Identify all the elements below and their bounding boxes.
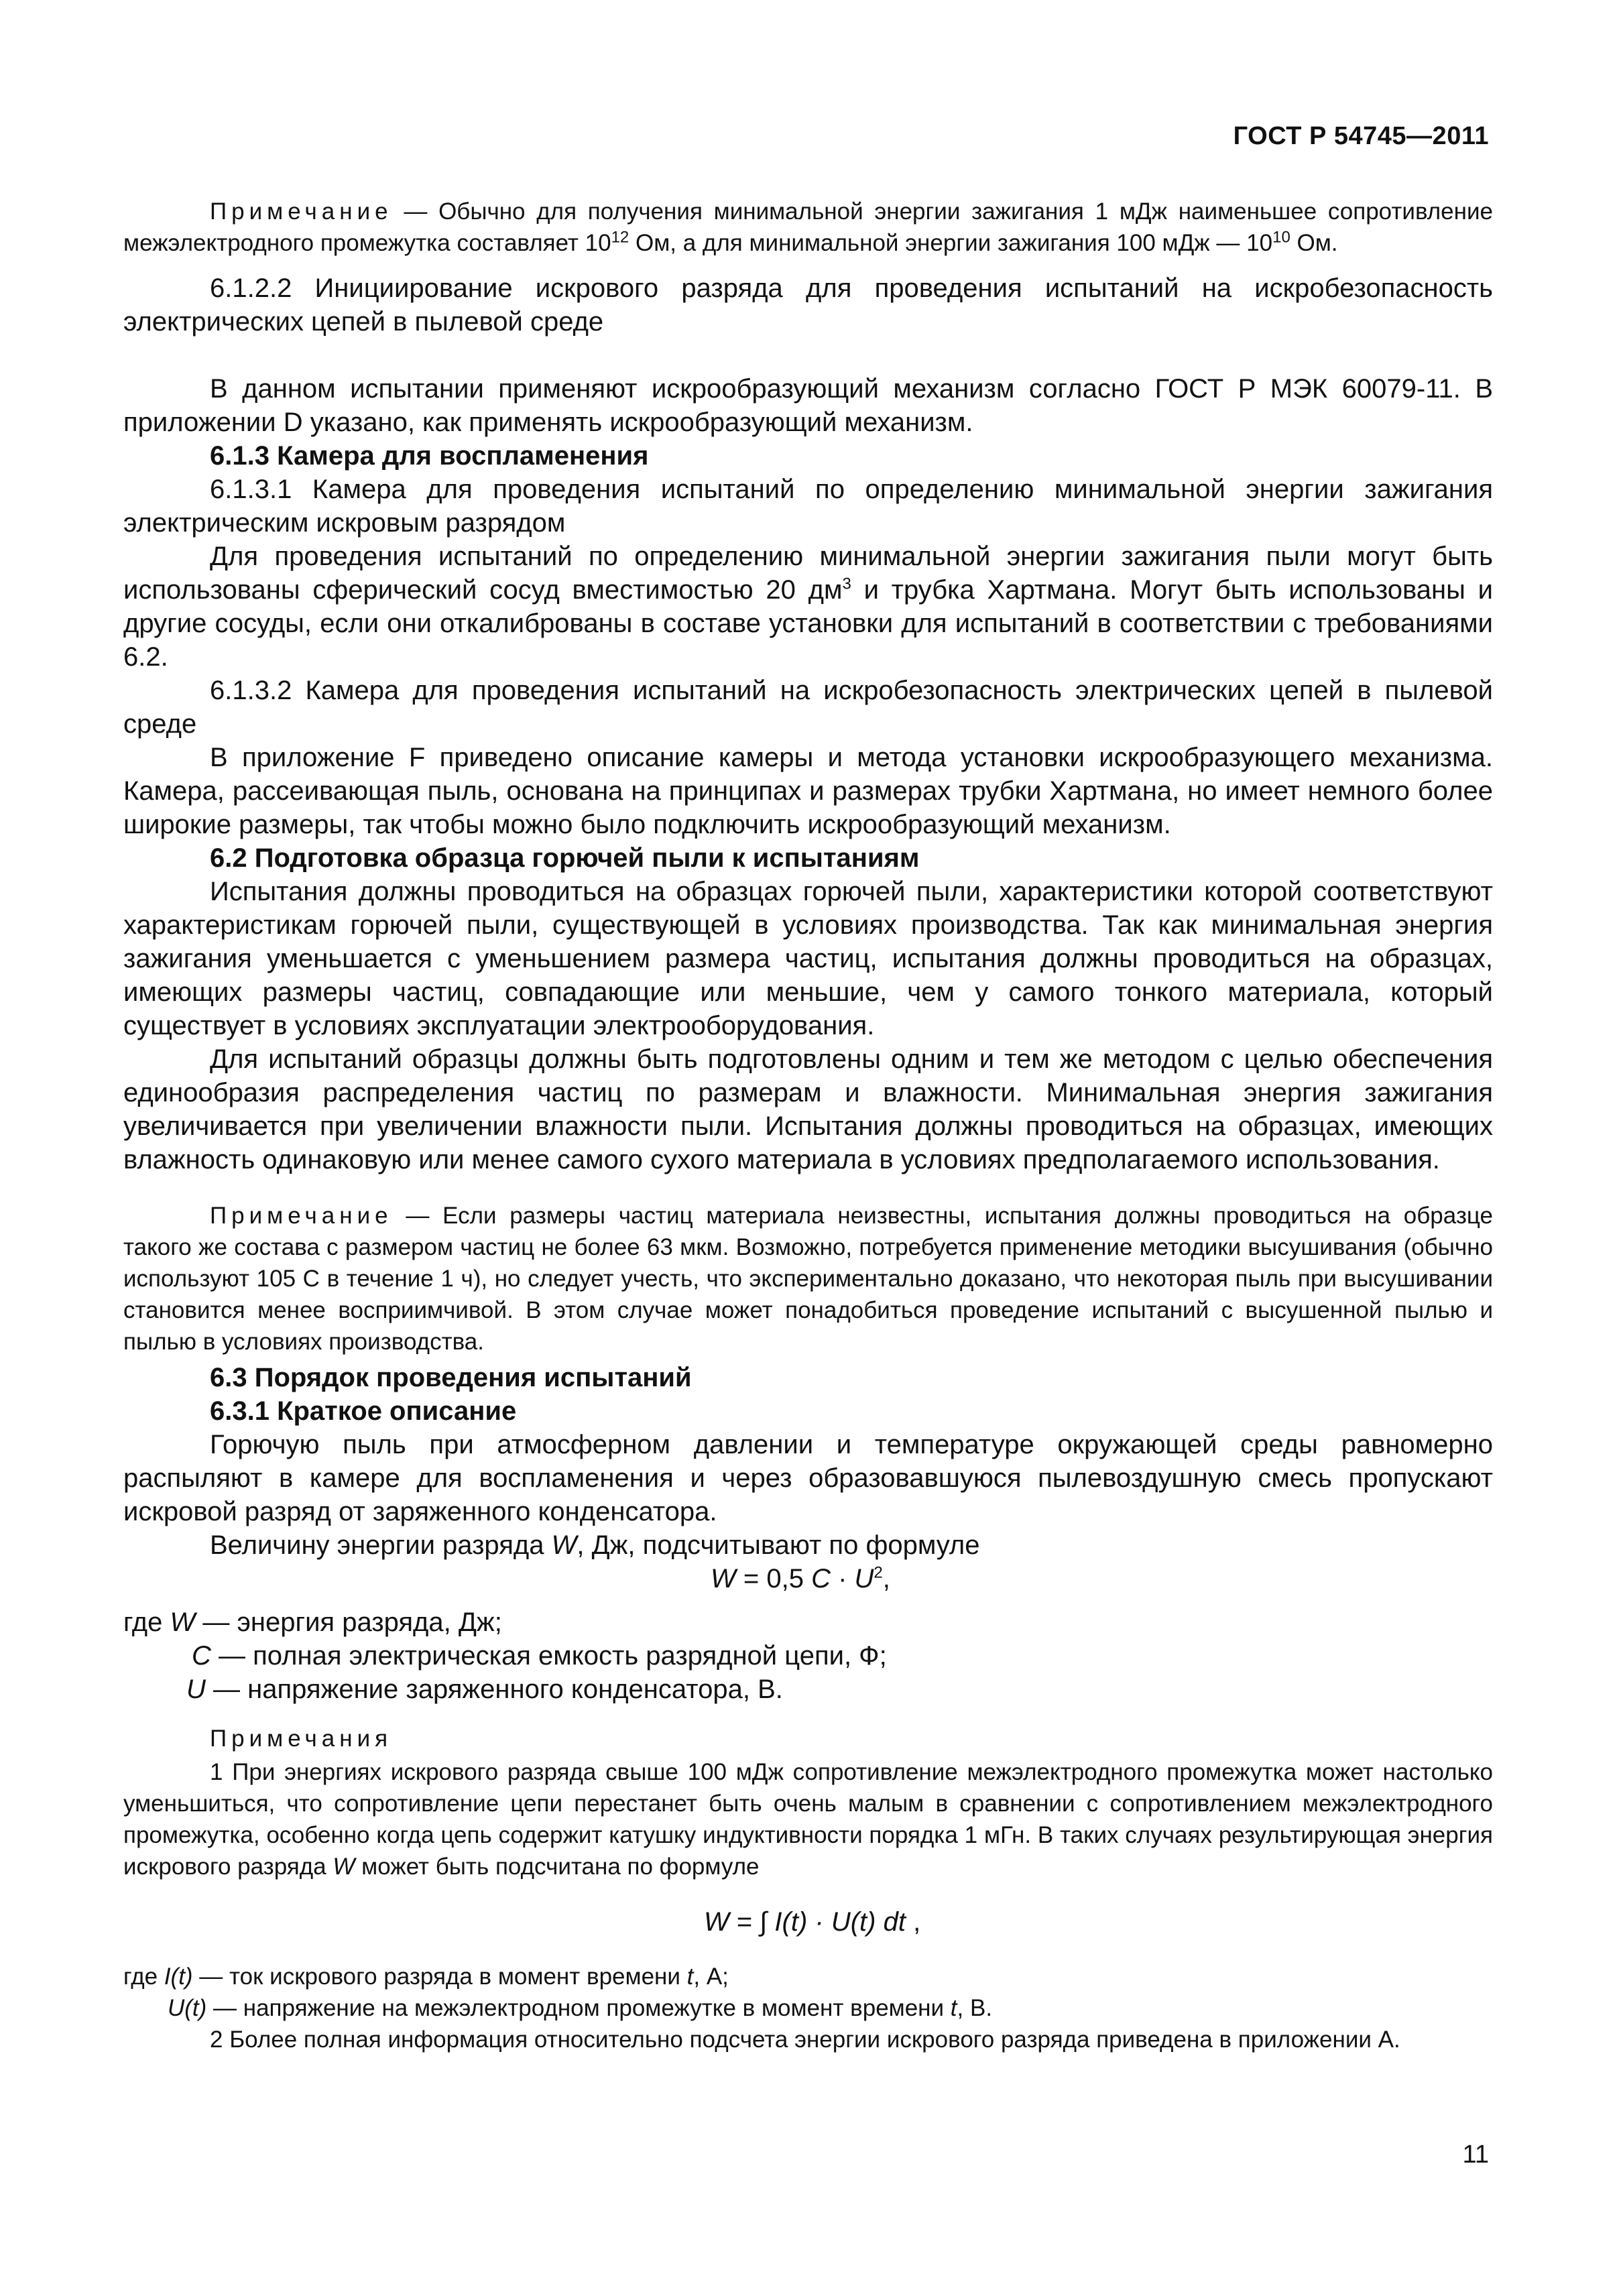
para-6-1-2-2: 6.1.2.2 Инициирование искрового разряда для проведения испытаний на искробезопасность электрических цепей в пылевой среде (123, 274, 1493, 337)
heading-6-3-1: 6.3.1 Краткое описание (210, 1396, 517, 1426)
where-c: C — полная электрическая емкость разрядной цепи, Ф; (192, 1641, 887, 1671)
para-6-1-3-1-text: Для проведения испытаний по определению минимальной энергии зажигания пыли могут быть использованы сферический сосуд вместимостью 20 $дм^3$ и трубка Хартмана. Могут быть использованы и другие сосуды, если они откалиброваны в составе установки для испытаний в соответствии с требованиями 6.2. (123, 542, 1493, 672)
note-2: Примечание — Если размеры частиц материала неизвестны, испытания должны проводиться на образце такого же состава с размером частиц не более 63 мкм. Возможно, потребуется применение методики высушивания (обычно используют 105 С в течение 1 ч), но следует учесть, что экспериментально доказано, что некоторая пыль при высушивании становится менее восприимчивой. В этом случае может понадобиться проведение испытаний с высушенной пылью и пылью в условиях производства. (123, 1203, 1493, 1355)
heading-6-1-3: 6.1.3 Камера для воспламенения (210, 441, 649, 471)
para-6-2-a: Испытания должны проводиться на образцах горючей пыли, характеристики которой соответствуют характеристикам горючей пыли, существующей в условиях производства. Так как минимальная энергия зажигания уменьшается с уменьшением размера частиц, испытания должны проводиться на образцах, имеющих размеры частиц, совпадающие или меньшие, чем у самого тонкого материала, который существует в условиях эксплуатации электрооборудования. (123, 877, 1493, 1040)
heading-6-2: 6.2 Подготовка образца горючей пыли к испытаниям (210, 843, 920, 873)
note-item-1: 1 При энергиях искрового разряда свыше 100 мДж сопротивление межэлектродного промежутка может настолько уменьшиться, что сопротивление цепи перестанет быть очень малым в сравнении с сопротивлением межэлектродного промежутка, особенно когда цепь содержит катушку индуктивности порядка 1 мГн. В таких случаях результирующая энергия искрового разряда W может быть подсчитана по формуле (123, 1759, 1493, 1880)
para-6-1-2-2-text: В данном испытании применяют искрообразующий механизм согласно ГОСТ Р МЭК 60079-11. В приложении D указано, как применять искрообразующий механизм. (123, 374, 1493, 437)
para-6-1-3-2: 6.1.3.2 Камера для проведения испытаний на искробезопасность электрических цепей в пылевой среде (123, 676, 1493, 739)
note-label: Примечание (210, 198, 393, 225)
para-energy: Величину энергии разряда W, Дж, подсчитывают по формуле (210, 1530, 980, 1560)
para-6-2-b: Для испытаний образцы должны быть подготовлены одним и тем же методом с целью обеспечения единообразия распределения частиц по размерам и влажности. Минимальная энергия зажигания увеличивается при увеличении влажности пыли. Испытания должны проводиться на образцах, имеющих влажность одинаковую или менее самого сухого материала в условиях предполагаемого использования. (123, 1044, 1493, 1174)
para-6-1-3-2-text: В приложение F приведено описание камеры и метода установки искрообразующего механизма. Камера, рассеивающая пыль, основана на принципах и размерах трубки Хартмана, но имеет немного более широкие размеры, так чтобы можно было подключить искрообразующий механизм. (123, 743, 1493, 839)
para-6-3-1: Горючую пыль при атмосферном давлении и температуре окружающей среды равномерно распыляют в камере для воспламенения и через образовавшуюся пылевоздушную смесь пропускают искровой разряд от заряженного конденсатора. (123, 1430, 1493, 1526)
formula-1: W = 0,5 $C \cdot U^2$, (711, 1563, 890, 1593)
where-w: где W — энергия разряда, Дж; (123, 1608, 502, 1637)
where-ut: U(t) — напряжение на межэлектродном промежутке в момент времени t, В. (168, 1995, 993, 2021)
where-i: где I(t) — ток искрового разряда в момент времени t, А; (123, 1963, 729, 1990)
para-6-1-3-1: 6.1.3.1 Камера для проведения испытаний по определению минимальной энергии зажигания электрическим искровым разрядом (123, 475, 1493, 538)
formula-2: W = ∫ I(t) · U(t) dt , (704, 1907, 921, 1937)
where-u: U — напряжение заряженного конденсатора, В. (186, 1675, 783, 1704)
page-number: 11 (1462, 2140, 1489, 2169)
note-1: Примечание — Обычно для получения минимальной энергии зажигания 1 мДж наименьшее сопротивление межэлектродного промежутка составляет $10^{12}$ Ом, а для минимальной энергии зажигания 100 мДж — $10^{10}$ Ом. (123, 198, 1493, 256)
document-header: ГОСТ Р 54745—2011 (1233, 122, 1489, 150)
heading-6-3: 6.3 Порядок проведения испытаний (210, 1363, 692, 1392)
note-item-2: 2 Более полная информация относительно подсчета энергии искрового разряда приведена в приложении А. (210, 2027, 1400, 2053)
notes-heading: Примечания (210, 1726, 393, 1752)
